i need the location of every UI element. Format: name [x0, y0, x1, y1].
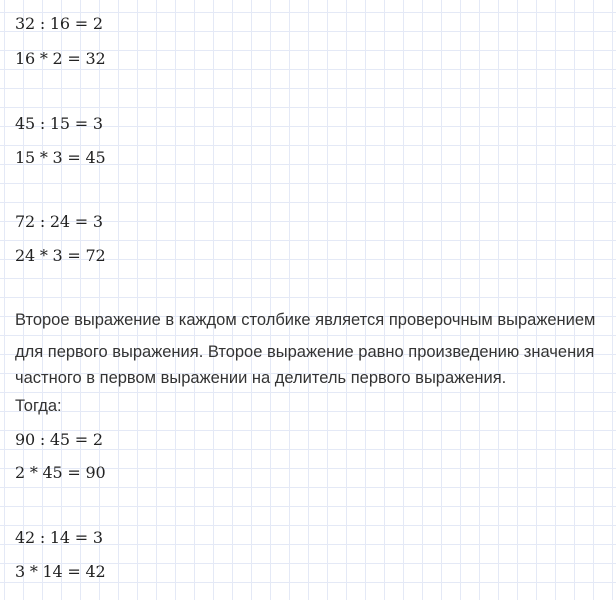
expression: 45 : 15 = 3 — [15, 114, 103, 133]
explanation-line: для первого выражения. Второе выражение равно произведению значения — [15, 343, 595, 361]
explanation-line: Тогда: — [15, 397, 62, 415]
expression: 72 : 24 = 3 — [15, 212, 103, 231]
expression: 15 * 3 = 45 — [15, 148, 106, 167]
expression: 24 * 3 = 72 — [15, 246, 106, 265]
expression: 90 : 45 = 2 — [15, 430, 103, 449]
expression: 3 * 14 = 42 — [15, 562, 106, 581]
explanation-line: Второе выражение в каждом столбике является проверочным выражением — [15, 311, 596, 329]
expression: 2 * 45 = 90 — [15, 463, 106, 482]
expression: 42 : 14 = 3 — [15, 528, 103, 547]
expression: 32 : 16 = 2 — [15, 14, 103, 33]
explanation-line: частного в первом выражении на делитель первого выражения. — [15, 369, 507, 387]
expression: 16 * 2 = 32 — [15, 49, 106, 68]
